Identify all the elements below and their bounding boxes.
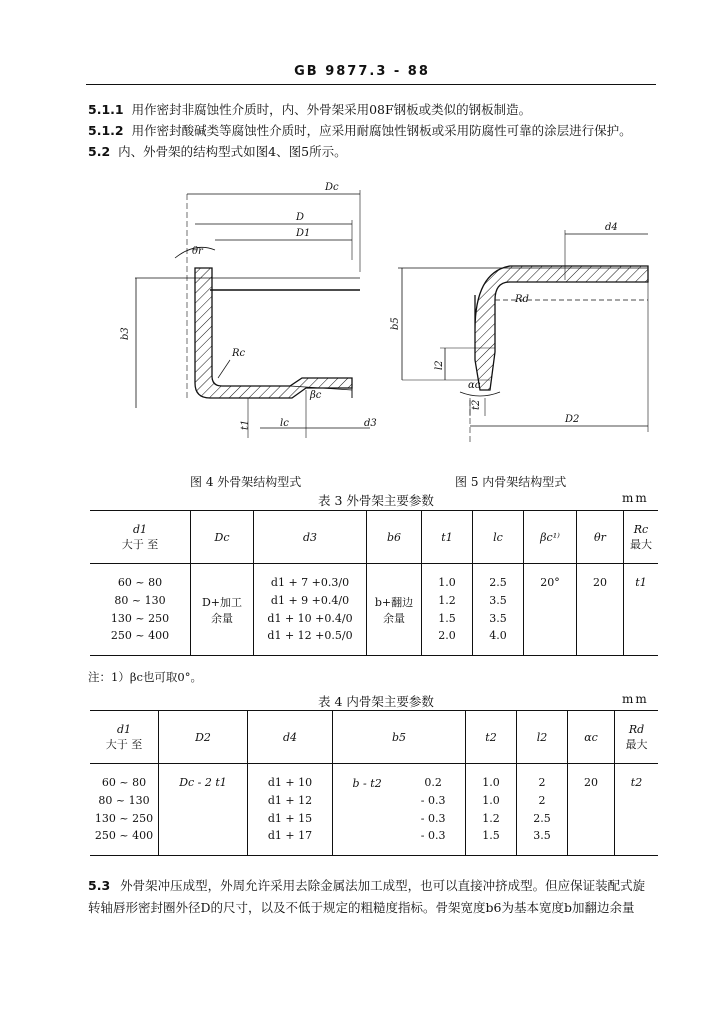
label-b5: b5 <box>390 317 401 330</box>
label-t1: t1 <box>240 419 251 430</box>
header-b5: b5 <box>333 711 466 764</box>
label-b3: b3 <box>120 327 131 340</box>
col-ranges: 60 ~ 80 80 ~ 130 130 ~ 250 250 ~ 400 <box>94 776 154 843</box>
cell-rd: t2 <box>615 764 659 856</box>
label-d4: d4 <box>605 222 618 233</box>
header-rd: Rd 最大 <box>615 711 659 764</box>
header-t2: t2 <box>466 711 517 764</box>
col-lc: 2.5 3.5 3.5 4.0 <box>473 564 524 656</box>
col-d3: d1 + 7 +0.3/0 d1 + 9 +0.4/0 d1 + 10 +0.4/0 d1 + 12 +0.5/0 <box>254 564 367 656</box>
para-text: 内、外骨架的结构型式如图4、图5所示。 <box>118 144 347 159</box>
header-beta: βc¹⁾ <box>524 511 577 564</box>
header-theta: θr <box>577 511 624 564</box>
col-l2: 2 2 2.5 3.5 <box>517 764 568 856</box>
header-d2: D2 <box>159 711 248 764</box>
cell-d2: Dc - 2 t1 <box>159 764 248 856</box>
label-d3: d3 <box>364 418 377 429</box>
header-d1: d1 大于 至 <box>90 511 191 564</box>
label-rc: Rc <box>232 348 246 359</box>
para-5-1-2 <box>88 121 632 139</box>
col-ranges: 60 ~ 80 80 ~ 130 130 ~ 250 250 ~ 400 <box>110 576 170 643</box>
para-number: 5.1.1 <box>88 102 124 117</box>
header-d4: d4 <box>248 711 333 764</box>
header-l2: l2 <box>517 711 568 764</box>
table-3-unit: mm <box>622 491 649 505</box>
table-4 <box>90 710 658 856</box>
cell-theta: 20 <box>577 564 624 656</box>
label-alpha: αc <box>468 380 481 391</box>
col-t1: 1.0 1.2 1.5 2.0 <box>422 564 473 656</box>
label-t2: t2 <box>471 399 482 410</box>
header-dc: Dc <box>191 511 254 564</box>
header-d3: d3 <box>254 511 367 564</box>
para-5-3-line-2: 转轴唇形密封圈外径D的尺寸，以及不低于规定的粗糙度指标。骨架宽度b6为基本宽度b加翻边余量 <box>88 900 635 915</box>
label-rd: Rd <box>515 294 529 305</box>
label-d1: D1 <box>296 228 311 239</box>
header-alpha: αc <box>568 711 615 764</box>
table-3 <box>90 510 658 656</box>
header-rc: Rc 最大 <box>624 511 659 564</box>
cell-dc: D+加工余量 <box>191 564 254 656</box>
header-lc: lc <box>473 511 524 564</box>
para-number: 5.2 <box>88 144 111 159</box>
figure-4-outer-frame <box>120 180 380 440</box>
b5-tolerances: 0.2 - 0.3 - 0.3 - 0.3 <box>420 776 446 843</box>
figure-4-caption: 图 4 外骨架结构型式 <box>190 475 302 489</box>
table-4-unit: mm <box>622 692 649 706</box>
para-5-3-line-1 <box>88 876 645 894</box>
para-5-2 <box>88 142 347 160</box>
figure-5-caption: 图 5 内骨架结构型式 <box>455 475 567 489</box>
para-number: 5.3 <box>88 878 111 893</box>
header-d1: d1 大于 至 <box>90 711 159 764</box>
figure-5-inner-frame <box>390 220 660 450</box>
para-text: 用作密封非腐蚀性介质时，内、外骨架采用08F钢板或类似的钢板制造。 <box>131 102 532 117</box>
standard-number: GB 9877.3 - 88 <box>294 64 430 79</box>
label-beta: βc <box>310 390 322 401</box>
cell-alpha: 20 <box>568 764 615 856</box>
cell-beta: 20° <box>524 564 577 656</box>
para-number: 5.1.2 <box>88 123 124 138</box>
header-rule <box>86 84 656 85</box>
table-4-title: 表 4 内骨架主要参数 <box>318 694 434 709</box>
b5-base: b - t2 <box>352 777 382 791</box>
cell-rc: t1 <box>624 564 659 656</box>
para-text: 用作密封酸碱类等腐蚀性介质时，应采用耐腐蚀性钢板或采用防腐性可靠的涂层进行保护。 <box>131 123 632 138</box>
label-d: D <box>296 212 305 223</box>
label-lc: lc <box>280 418 289 429</box>
table-3-title: 表 3 外骨架主要参数 <box>318 493 434 508</box>
header-b6: b6 <box>367 511 422 564</box>
label-d2: D2 <box>565 414 580 425</box>
label-dc: Dc <box>325 182 339 193</box>
col-t2: 1.0 1.0 1.2 1.5 <box>466 764 517 856</box>
header-t1: t1 <box>422 511 473 564</box>
table-3-note: 注：1）βc也可取0°。 <box>88 670 202 684</box>
label-l2: l2 <box>434 360 445 370</box>
col-b5 <box>333 764 466 856</box>
cell-b6: b+翻边余量 <box>367 564 422 656</box>
label-theta: θr <box>192 246 203 257</box>
col-d4: d1 + 10 d1 + 12 d1 + 15 d1 + 17 <box>248 764 333 856</box>
para-5-1-1 <box>88 100 531 118</box>
para-text: 外骨架冲压成型，外周允许采用去除金属法加工成型，也可以直接冲挤成型。但应保证装配式旋 <box>120 878 646 893</box>
